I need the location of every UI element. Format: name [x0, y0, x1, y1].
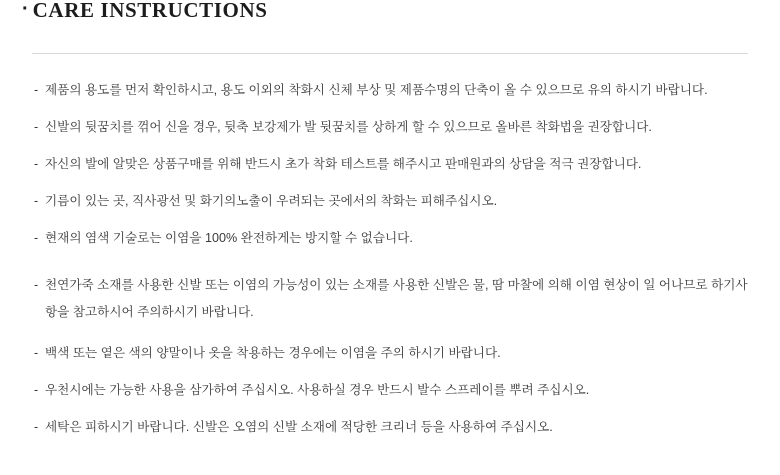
list-item-dash: -	[34, 420, 39, 434]
page-title	[22, 0, 758, 34]
list-item-text: 기름이 있는 곳, 직사광선 및 화기의노출이 우려되는 곳에서의 착화는 피해주십시오.	[45, 194, 498, 208]
list-item	[34, 191, 748, 211]
list-item	[34, 154, 748, 174]
list-item-dash: -	[34, 278, 39, 292]
page-title-text: CARE INSTRUCTIONS	[32, 0, 268, 22]
list-item-text: 현재의 염색 기술로는 이염을 100% 완전하게는 방지할 수 없습니다.	[45, 231, 413, 245]
list-item	[34, 117, 748, 137]
list-item-dash: -	[34, 120, 39, 134]
list-item-text: 천연가죽 소재를 사용한 신발 또는 이염의 가능성이 있는 소재를 사용한 신발은 물, 땀 마찰에 의해 이염 현상이 일 어나므로 하기사항을 참고하시어 주의하시기 바랍니다.	[45, 278, 748, 319]
list-item-dash: -	[34, 194, 39, 208]
list-item-dash: -	[34, 383, 39, 397]
list-item	[34, 417, 748, 437]
list-item-text: 세탁은 피하시기 바랍니다. 신발은 오염의 신발 소재에 적당한 크리너 등을 사용하여 주십시오.	[45, 420, 553, 434]
list-item	[34, 272, 748, 326]
care-instructions-list	[22, 80, 758, 437]
list-item	[34, 343, 748, 363]
list-item-dash: -	[34, 231, 39, 245]
bullet-icon: ·	[22, 0, 29, 20]
list-item-text: 백색 또는 옅은 색의 양말이나 옷을 착용하는 경우에는 이염을 주의 하시기 바랍니다.	[45, 346, 501, 360]
list-item-text: 신발의 뒷꿈치를 꺾어 신을 경우, 뒷축 보강제가 발 뒷꿈치를 상하게 할 수 있으므로 올바른 착화법을 권장합니다.	[45, 120, 652, 134]
list-item-text: 우천시에는 가능한 사용을 삼가하여 주십시오. 사용하실 경우 반드시 발수 스프레이를 뿌려 주십시오.	[45, 383, 590, 397]
list-item-text: 자신의 발에 알맞은 상품구매를 위해 반드시 초가 착화 테스트를 해주시고 판매원과의 상담을 적극 권장합니다.	[45, 157, 642, 171]
list-item-text: 제품의 용도를 먼저 확인하시고, 용도 이외의 착화시 신체 부상 및 제품수명의 단축이 올 수 있으므로 유의 하시기 바랍니다.	[45, 83, 708, 97]
list-item-dash: -	[34, 346, 39, 360]
header-divider	[32, 53, 748, 54]
list-group-separator	[34, 265, 748, 272]
list-item-dash: -	[34, 83, 39, 97]
list-item	[34, 228, 748, 248]
list-item	[34, 80, 748, 100]
list-item	[34, 380, 748, 400]
list-item-dash: -	[34, 157, 39, 171]
